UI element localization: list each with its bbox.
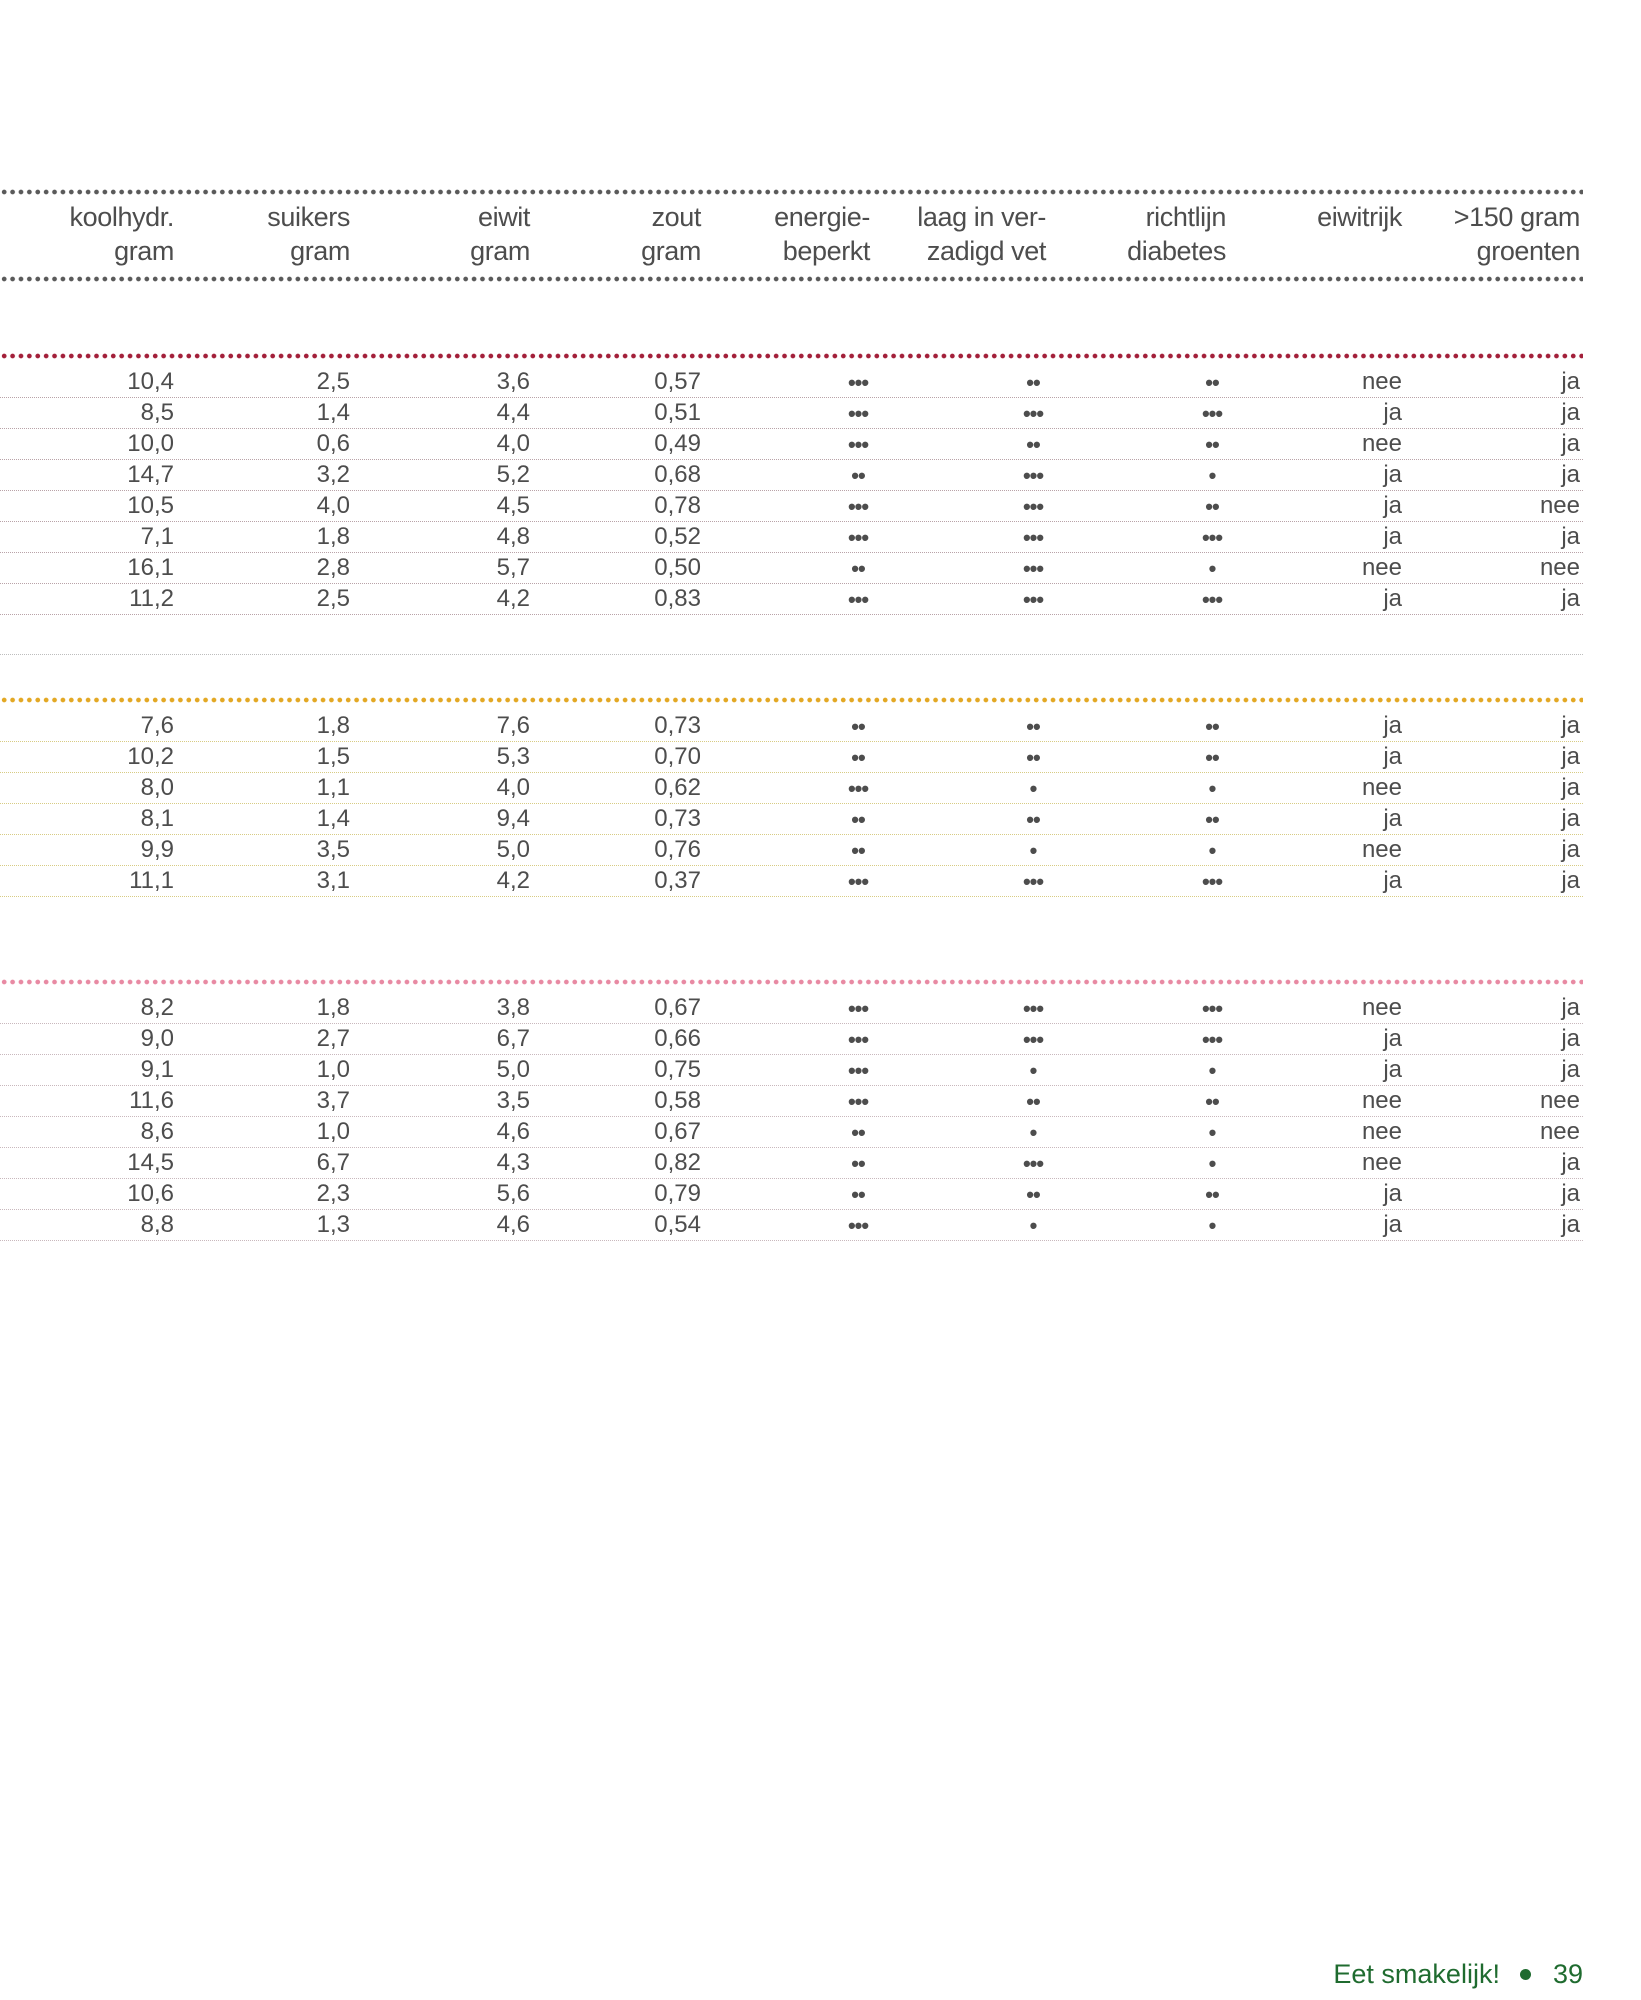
rating-dots: • [1208, 1058, 1216, 1083]
rating-dots: ••• [847, 432, 869, 457]
column-header-line1: eiwit [477, 202, 530, 232]
table-cell: 3,8 [496, 994, 530, 1021]
table-cell: nee [1361, 836, 1402, 863]
rating-dots: •• [851, 745, 865, 770]
table-cell: ja [1383, 1211, 1402, 1238]
table-cell: 7,1 [140, 523, 174, 550]
table-cell: 5,7 [496, 554, 530, 581]
rating-dots: •• [851, 838, 865, 863]
rating-dots: •• [1205, 432, 1219, 457]
table-row [0, 1024, 1583, 1055]
column-header-line2: beperkt [782, 236, 870, 266]
table-cell: ja [1383, 805, 1402, 832]
table-cell: 9,9 [140, 836, 174, 863]
rating-dots: • [1208, 463, 1216, 488]
table-cell: 2,5 [316, 585, 350, 612]
table-cell: nee [1361, 1087, 1402, 1114]
table-cell: 14,5 [127, 1149, 174, 1176]
table-cell: 8,2 [140, 994, 174, 1021]
table-cell: ja [1561, 805, 1580, 832]
table-cell: 10,0 [127, 430, 174, 457]
rating-dots: ••• [1022, 556, 1044, 581]
table-cell: 1,5 [316, 743, 350, 770]
column-header-1 [70, 200, 174, 268]
rating-dots: •• [1026, 745, 1040, 770]
rating-dots: ••• [847, 370, 869, 395]
table-row [0, 1055, 1583, 1086]
table-cell: 3,5 [496, 1087, 530, 1114]
table-cell: 2,5 [316, 368, 350, 395]
rating-dots: ••• [1022, 1027, 1044, 1052]
table-cell: ja [1561, 712, 1580, 739]
table-cell: 4,5 [496, 492, 530, 519]
table-cell: 4,0 [316, 492, 350, 519]
table-cell: ja [1561, 461, 1580, 488]
table-row [0, 993, 1583, 1024]
column-header-2 [267, 200, 350, 268]
table-cell: 0,6 [316, 430, 350, 457]
table-cell: 0,68 [654, 461, 701, 488]
table-cell: ja [1561, 399, 1580, 426]
rating-dots: ••• [1201, 525, 1223, 550]
table-cell: nee [1539, 1087, 1580, 1114]
table-row [0, 835, 1583, 866]
rating-dots: ••• [847, 401, 869, 426]
table-cell: 0,79 [654, 1180, 701, 1207]
table-cell: 5,2 [496, 461, 530, 488]
table-cell: ja [1383, 585, 1402, 612]
table-cell: nee [1539, 1118, 1580, 1145]
table-cell: nee [1539, 492, 1580, 519]
table-cell: 0,70 [654, 743, 701, 770]
table-row [0, 522, 1583, 553]
table-cell: 4,6 [496, 1211, 530, 1238]
table-cell: ja [1383, 712, 1402, 739]
footer-bullet-icon [1520, 1969, 1531, 1980]
rating-dots: ••• [1201, 996, 1223, 1021]
table-cell: 1,0 [316, 1118, 350, 1145]
table-cell: 1,1 [316, 774, 350, 801]
rating-dots: • [1208, 838, 1216, 863]
table-cell: 0,52 [654, 523, 701, 550]
table-cell: 4,0 [496, 430, 530, 457]
column-header-line1: koolhydr. [69, 202, 174, 232]
rating-dots: • [1208, 1151, 1216, 1176]
table-cell: ja [1561, 585, 1580, 612]
rating-dots: ••• [847, 776, 869, 801]
table-cell: 5,3 [496, 743, 530, 770]
table-cell: 0,57 [654, 368, 701, 395]
table-cell: ja [1383, 867, 1402, 894]
section-divider [0, 353, 1583, 359]
table-cell: ja [1383, 492, 1402, 519]
column-header-line1: eiwitrijk [1317, 202, 1402, 232]
table-row [0, 866, 1583, 897]
column-header-3 [470, 200, 530, 268]
rating-dots: • [1208, 556, 1216, 581]
table-cell: 1,3 [316, 1211, 350, 1238]
table-cell: 0,58 [654, 1087, 701, 1114]
table-cell: ja [1383, 1056, 1402, 1083]
table-cell: 2,7 [316, 1025, 350, 1052]
table-cell: ja [1561, 774, 1580, 801]
rating-dots: •• [1205, 1182, 1219, 1207]
column-header-5 [774, 200, 870, 268]
table-cell: 8,8 [140, 1211, 174, 1238]
rating-dots: •• [1205, 807, 1219, 832]
table-cell: ja [1561, 1180, 1580, 1207]
table-cell: ja [1561, 430, 1580, 457]
table-cell: 1,8 [316, 523, 350, 550]
table-cell: 5,0 [496, 1056, 530, 1083]
table-cell: 11,1 [129, 867, 174, 894]
table-cell: 0,66 [654, 1025, 701, 1052]
column-header-line1: energie- [774, 202, 870, 232]
rating-dots: • [1208, 1120, 1216, 1145]
page-footer [1333, 1959, 1583, 1990]
table-cell: 4,3 [496, 1149, 530, 1176]
table-cell: 10,2 [127, 743, 174, 770]
rating-dots: ••• [1022, 525, 1044, 550]
rating-dots: ••• [847, 869, 869, 894]
rating-dots: •• [1205, 1089, 1219, 1114]
column-header-4 [641, 200, 701, 268]
table-cell: 5,6 [496, 1180, 530, 1207]
table-row [0, 711, 1583, 742]
rating-dots: •• [851, 463, 865, 488]
table-cell: ja [1383, 1025, 1402, 1052]
column-header-8 [1317, 200, 1402, 234]
table-cell: nee [1361, 774, 1402, 801]
column-header-line2: zadigd vet [926, 236, 1046, 266]
rating-dots: •• [1026, 432, 1040, 457]
column-header-line1: zout [651, 202, 701, 232]
table-cell: 9,0 [140, 1025, 174, 1052]
table-cell: 2,8 [316, 554, 350, 581]
rating-dots: ••• [847, 587, 869, 612]
table-cell: ja [1561, 867, 1580, 894]
rating-dots: • [1029, 1058, 1037, 1083]
table-cell: ja [1383, 399, 1402, 426]
table-cell: 1,4 [316, 805, 350, 832]
table-cell: 4,2 [496, 585, 530, 612]
table-cell: 11,2 [129, 585, 174, 612]
table-cell: 8,0 [140, 774, 174, 801]
table-cell: 16,1 [127, 554, 174, 581]
column-header-line2: diabetes [1127, 236, 1226, 266]
table-cell: 0,50 [654, 554, 701, 581]
column-header-line2: gram [470, 236, 530, 266]
rating-dots: •• [1026, 807, 1040, 832]
column-header-6 [917, 200, 1046, 268]
table-cell: 6,7 [496, 1025, 530, 1052]
table-cell: 3,6 [496, 368, 530, 395]
table-cell: ja [1561, 1211, 1580, 1238]
table-cell: 9,1 [140, 1056, 174, 1083]
rating-dots: ••• [1022, 401, 1044, 426]
rating-dots: •• [851, 1120, 865, 1145]
rating-dots: •• [851, 714, 865, 739]
table-cell: 0,67 [654, 994, 701, 1021]
rating-dots: • [1029, 1120, 1037, 1145]
table-cell: 3,1 [316, 867, 350, 894]
rating-dots: •• [1205, 494, 1219, 519]
rating-dots: ••• [1201, 401, 1223, 426]
rating-dots: •• [851, 1182, 865, 1207]
rating-dots: ••• [847, 996, 869, 1021]
table-cell: ja [1383, 523, 1402, 550]
rating-dots: •• [851, 556, 865, 581]
table-row [0, 1086, 1583, 1117]
table-cell: 7,6 [496, 712, 530, 739]
rating-dots: ••• [1022, 996, 1044, 1021]
section-divider [0, 979, 1583, 985]
rating-dots: •• [1205, 745, 1219, 770]
column-header-line2: gram [114, 236, 174, 266]
rating-dots: ••• [1201, 587, 1223, 612]
table-row [0, 553, 1583, 584]
column-header-line2: gram [641, 236, 701, 266]
table-cell: 5,0 [496, 836, 530, 863]
page-number: 39 [1552, 1959, 1583, 1989]
rating-dots: • [1029, 838, 1037, 863]
rating-dots: •• [851, 807, 865, 832]
table-cell: ja [1561, 1025, 1580, 1052]
table-row [0, 491, 1583, 522]
table-cell: 0,76 [654, 836, 701, 863]
table-cell: 8,6 [140, 1118, 174, 1145]
column-header-9 [1454, 200, 1580, 268]
rating-dots: •• [1026, 370, 1040, 395]
rating-dots: ••• [1022, 587, 1044, 612]
table-cell: 10,4 [127, 368, 174, 395]
table-cell: ja [1561, 1056, 1580, 1083]
table-cell: 0,62 [654, 774, 701, 801]
rating-dots: • [1029, 1213, 1037, 1238]
table-cell: ja [1561, 368, 1580, 395]
rating-dots: •• [1205, 714, 1219, 739]
column-header-line1: richtlijn [1145, 202, 1226, 232]
rating-dots: ••• [847, 1058, 869, 1083]
table-cell: 0,73 [654, 805, 701, 832]
table-row [0, 1148, 1583, 1179]
table-row [0, 1117, 1583, 1148]
table-cell: 3,7 [316, 1087, 350, 1114]
header-bottom-rule [0, 276, 1583, 282]
table-cell: nee [1361, 430, 1402, 457]
rating-dots: ••• [847, 1089, 869, 1114]
table-cell: 10,5 [127, 492, 174, 519]
column-header-line2: gram [290, 236, 350, 266]
table-cell: 0,78 [654, 492, 701, 519]
table-cell: 4,6 [496, 1118, 530, 1145]
table-cell: 1,8 [316, 994, 350, 1021]
table-cell: ja [1561, 994, 1580, 1021]
table-row [0, 1210, 1583, 1241]
column-header-line1: >150 gram [1453, 202, 1580, 232]
table-cell: 10,6 [127, 1180, 174, 1207]
table-cell: 0,73 [654, 712, 701, 739]
header-top-rule [0, 189, 1583, 195]
table-cell: ja [1561, 523, 1580, 550]
table-cell: nee [1361, 368, 1402, 395]
rating-dots: ••• [847, 1213, 869, 1238]
rating-dots: •• [1205, 370, 1219, 395]
table-cell: 1,8 [316, 712, 350, 739]
rating-dots: ••• [1022, 869, 1044, 894]
rating-dots: • [1208, 776, 1216, 801]
table-cell: 0,49 [654, 430, 701, 457]
table-cell: 6,7 [316, 1149, 350, 1176]
column-header-line1: laag in ver- [917, 202, 1046, 232]
table-row [0, 367, 1583, 398]
table-row [0, 584, 1583, 615]
table-cell: ja [1383, 461, 1402, 488]
table-row [0, 460, 1583, 491]
section-spacer-line [0, 654, 1583, 655]
rating-dots: ••• [1022, 494, 1044, 519]
table-cell: 11,6 [129, 1087, 174, 1114]
table-row [0, 804, 1583, 835]
table-cell: 0,54 [654, 1211, 701, 1238]
rating-dots: ••• [1022, 1151, 1044, 1176]
table-cell: 8,1 [140, 805, 174, 832]
table-cell: nee [1539, 554, 1580, 581]
rating-dots: ••• [847, 1027, 869, 1052]
table-cell: 4,4 [496, 399, 530, 426]
table-cell: nee [1361, 1118, 1402, 1145]
table-cell: 3,5 [316, 836, 350, 863]
table-cell: ja [1383, 743, 1402, 770]
table-cell: 3,2 [316, 461, 350, 488]
table-cell: 0,67 [654, 1118, 701, 1145]
rating-dots: •• [1026, 1089, 1040, 1114]
table-row [0, 398, 1583, 429]
table-row [0, 429, 1583, 460]
footer-text: Eet smakelijk! [1333, 1959, 1500, 1989]
table-cell: ja [1561, 743, 1580, 770]
rating-dots: ••• [1022, 463, 1044, 488]
table-cell: ja [1383, 1180, 1402, 1207]
table-cell: 14,7 [127, 461, 174, 488]
table-cell: 7,6 [140, 712, 174, 739]
table-cell: 4,0 [496, 774, 530, 801]
rating-dots: ••• [1201, 869, 1223, 894]
table-cell: nee [1361, 1149, 1402, 1176]
table-cell: nee [1361, 554, 1402, 581]
table-cell: 8,5 [140, 399, 174, 426]
rating-dots: • [1208, 1213, 1216, 1238]
table-cell: 9,4 [496, 805, 530, 832]
rating-dots: •• [1026, 714, 1040, 739]
table-cell: 2,3 [316, 1180, 350, 1207]
table-cell: 1,0 [316, 1056, 350, 1083]
table-cell: 0,37 [654, 867, 701, 894]
table-row [0, 742, 1583, 773]
table-row [0, 773, 1583, 804]
table-cell: 4,2 [496, 867, 530, 894]
table-cell: 0,51 [654, 399, 701, 426]
rating-dots: ••• [847, 494, 869, 519]
rating-dots: ••• [1201, 1027, 1223, 1052]
column-header-7 [1127, 200, 1226, 268]
column-header-line1: suikers [267, 202, 350, 232]
table-cell: 0,83 [654, 585, 701, 612]
rating-dots: •• [851, 1151, 865, 1176]
table-cell: 0,75 [654, 1056, 701, 1083]
table-cell: 4,8 [496, 523, 530, 550]
column-header-line2: groenten [1476, 236, 1580, 266]
rating-dots: • [1029, 776, 1037, 801]
table-cell: ja [1561, 1149, 1580, 1176]
table-cell: nee [1361, 994, 1402, 1021]
rating-dots: •• [1026, 1182, 1040, 1207]
table-cell: 0,82 [654, 1149, 701, 1176]
table-cell: 1,4 [316, 399, 350, 426]
table-cell: ja [1561, 836, 1580, 863]
rating-dots: ••• [847, 525, 869, 550]
table-row [0, 1179, 1583, 1210]
section-divider [0, 697, 1583, 703]
